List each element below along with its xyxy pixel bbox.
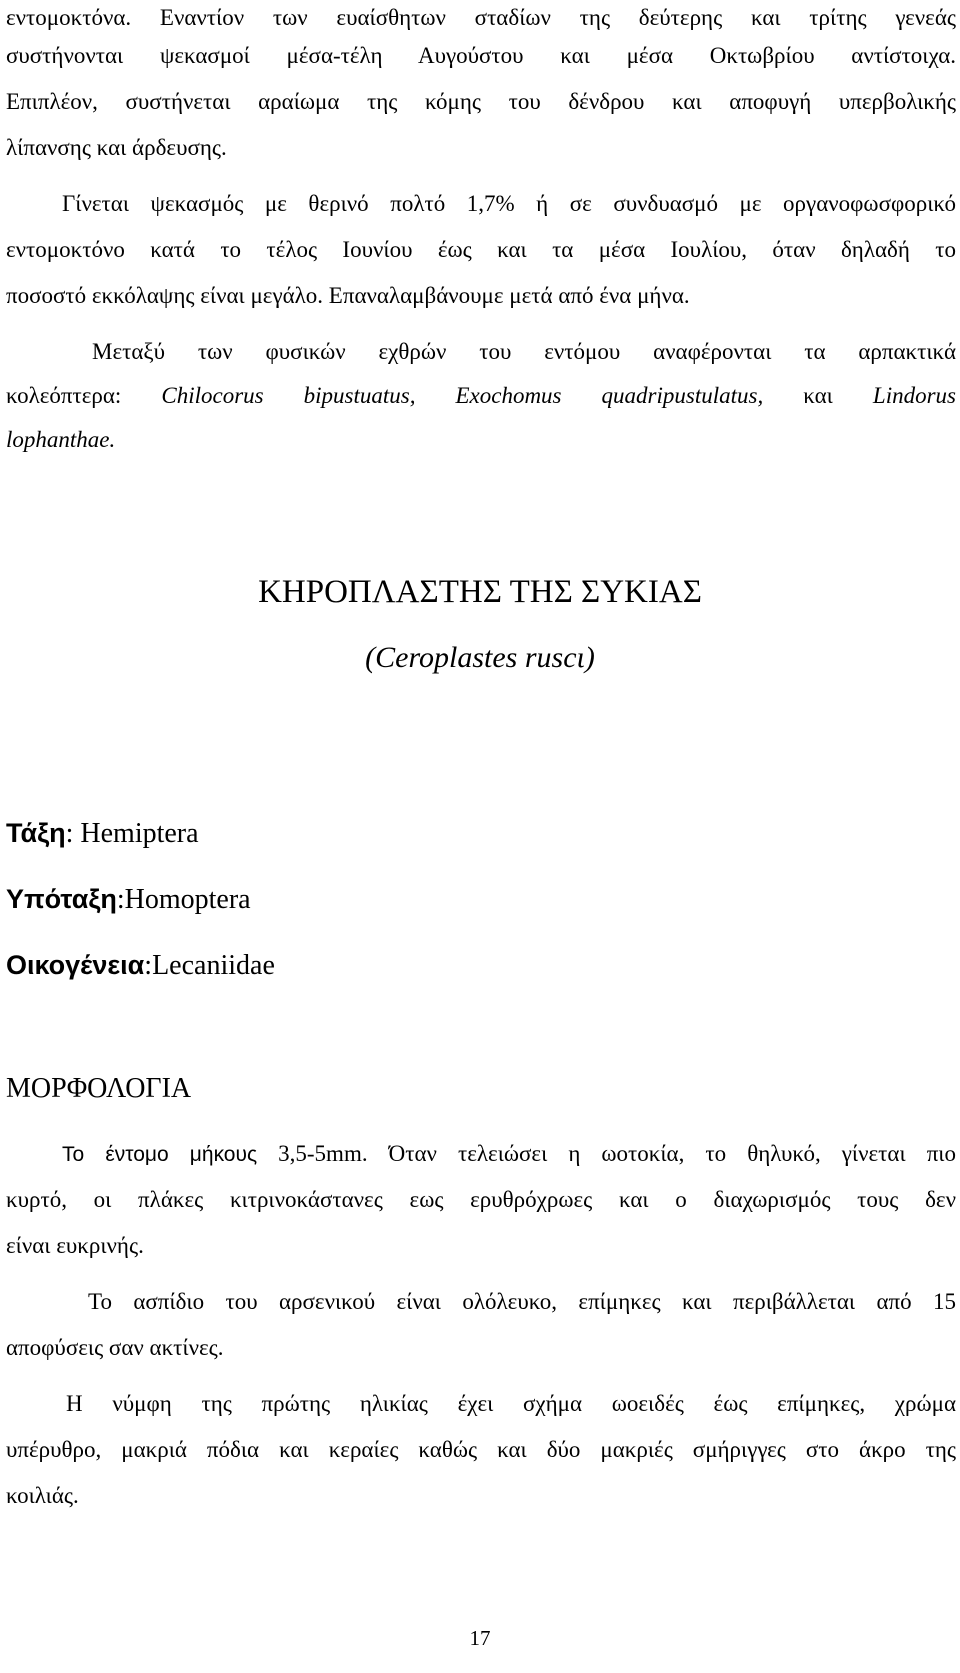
intro-line-4: λίπανσης και άρδευσης. — [6, 135, 227, 160]
morphology-p1-sans: Το έντομο μήκους — [62, 1143, 258, 1166]
enemies-line-1: Μεταξύ των φυσικών εχθρών του εντόμου αναφέρονται τα αρπακτικά — [92, 339, 956, 364]
enemies-line-3 — [6, 426, 956, 456]
intro-line-2: συστήνονται ψεκασμοί μέσα-τέλη Αυγούστου και μέσα Οκτωβρίου αντίστοιχα. — [6, 43, 956, 68]
species-exochomus: Exochomus quadripustulatus, — [455, 383, 764, 408]
page-number: 17 — [469, 1626, 491, 1650]
family-label: Οικογένεια — [6, 950, 145, 980]
suborder-value: :Homoptera — [116, 884, 251, 915]
family-value: :Lecaniidae — [144, 950, 275, 981]
taxonomy-family — [6, 948, 956, 984]
species-lindorus-part2: lophanthae. — [6, 427, 116, 452]
suborder-label: Υπόταξη — [6, 884, 117, 914]
morphology-p2-line-2: αποφύσεις σαν ακτίνες. — [6, 1335, 224, 1360]
morphology-p3-line-2: υπέρυθρο, μακριά πόδια και κεραίες καθώς και δύο μακριές σμήριγγες στο άκρο της — [6, 1437, 956, 1462]
morphology-p1-serif: 3,5-5mm. Όταν τελειώσει η ωοτοκία, το θηλυκό, γίνεται πιο — [257, 1141, 956, 1166]
species-title: ΚΗΡΟΠΛΑΣΤΗΣ ΤΗΣ ΣΥΚΙΑΣ — [258, 574, 702, 610]
morphology-p1-line-3: είναι ευκρινής. — [6, 1233, 144, 1258]
spray-line-1: Γίνεται ψεκασμός με θερινό πολτό 1,7% ή σε συνδυασμό με οργανοφωσφορικό — [62, 191, 956, 216]
enemies-conjunction: και — [803, 383, 833, 408]
species-lindorus-part1: Lindorus — [872, 383, 956, 408]
morphology-p3-line-1: Η νύμφη της πρώτης ηλικίας έχει σχήμα ωοειδές έως επίμηκες, χρώμα — [66, 1391, 956, 1416]
enemies-line-2 — [6, 382, 956, 412]
taxonomy-order — [6, 816, 956, 852]
morphology-heading: ΜΟΡΦΟΛΟΓΙΑ — [6, 1073, 192, 1104]
species-chilocorus: Chilocorus bipustuatus, — [161, 383, 416, 408]
species-latin-name: (Ceroplastes ruscι) — [365, 641, 595, 674]
order-label: Τάξη — [6, 818, 66, 848]
morphology-p1-line-2: κυρτό, οι πλάκες κιτρινοκάστανες εως ερυθρόχρωες και ο διαχωρισμός τους δεν — [6, 1187, 956, 1212]
species-subtitle — [0, 640, 960, 678]
intro-line-1: εντομοκτόνα. Εναντίον των ευαίσθητων σταδίων της δεύτερης και τρίτης γενεάς — [6, 5, 956, 30]
spray-line-3: ποσοστό εκκόλαψης είναι μεγάλο. Επαναλαμβάνουμε μετά από ένα μήνα. — [6, 283, 690, 308]
morphology-p1-line-1 — [62, 1140, 956, 1170]
intro-line-3: Επιπλέον, συστήνεται αραίωμα της κόμης του δένδρου και αποφυγή υπερβολικής — [6, 89, 956, 114]
taxonomy-suborder — [6, 882, 956, 918]
morphology-p2-line-1: Το ασπίδιο του αρσενικού είναι ολόλευκο, επίμηκες και περιβάλλεται από 15 — [88, 1289, 956, 1314]
spray-line-2: εντομοκτόνο κατά το τέλος Ιουνίου έως και τα μέσα Ιουλίου, όταν δηλαδή το — [6, 237, 956, 262]
enemies-prefix: κολεόπτερα: — [6, 383, 122, 408]
morphology-p3-line-3: κοιλιάς. — [6, 1483, 79, 1508]
order-value: : Hemiptera — [65, 818, 199, 849]
